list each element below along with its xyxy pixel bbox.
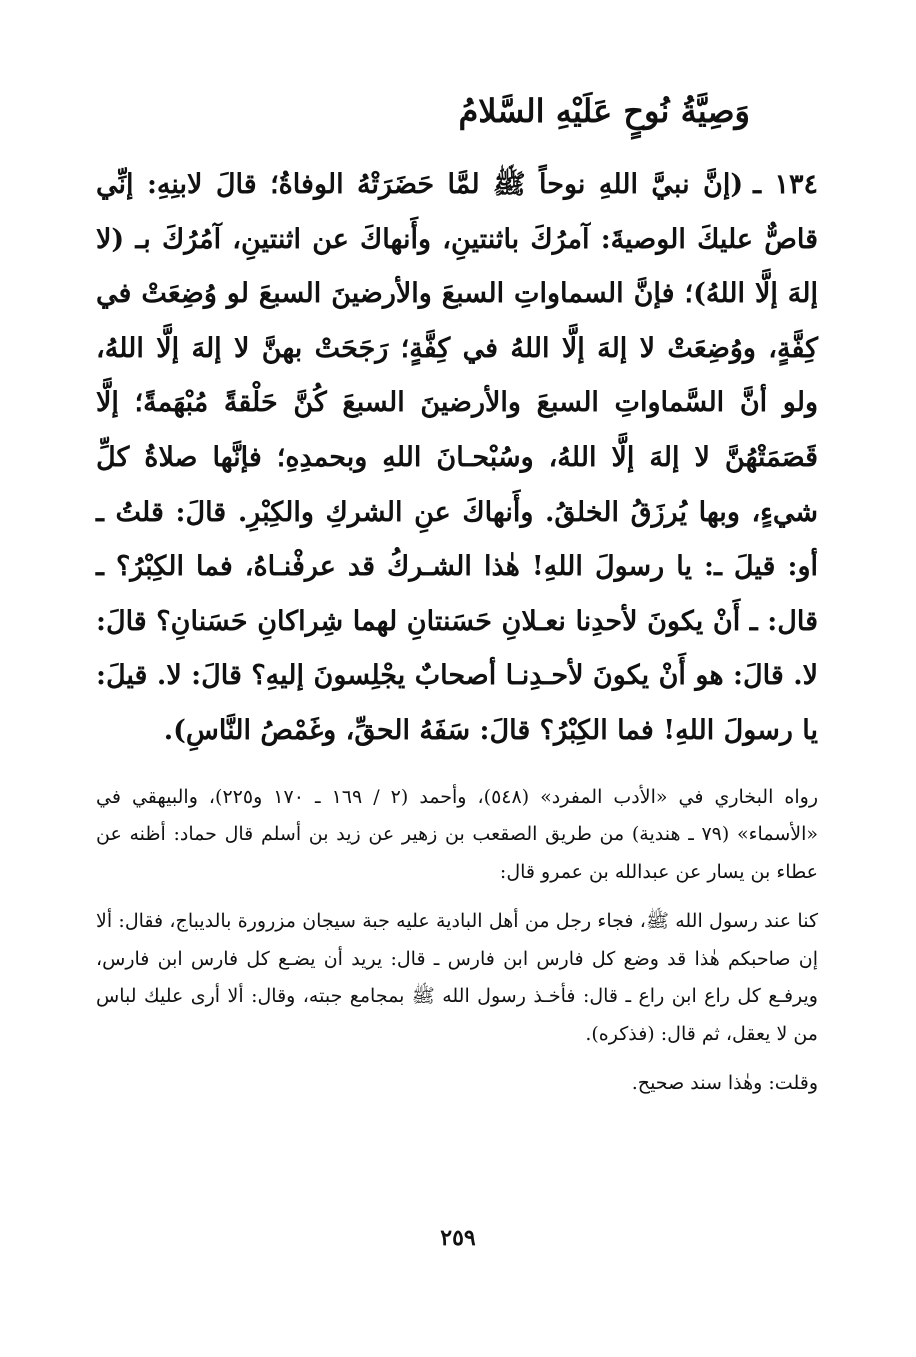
footnotes xyxy=(96,779,818,1103)
takhrij-note: رواه البخاري في «الأدب المفرد» (٥٤٨)، وأحمد (٢ / ١٦٩ ـ ١٧٠ و٢٢٥)، والبيهقي في «الأسماء» (٧٩ ـ هندية) من طريق الصقعب بن زهير عن زيد بن أسلم قال حماد: أظنه عن عطاء بن يسار عن عبدالله بن عمرو قال: xyxy=(96,785,818,883)
chapter-title: وَصِيَّةُ نُوحٍ عَلَيْهِ السَّلامُ xyxy=(458,92,750,130)
hadith-paragraph xyxy=(96,158,818,759)
page-number: ٢٥٩ xyxy=(440,1225,476,1251)
hadith-text: (إنَّ نبيَّ اللهِ نوحاً ﷺ لمَّا حَضَرَتْهُ الوفاةُ؛ قالَ لابنِهِ: إنِّي قاصٌّ عليكَ الوصيةَ: آمرُكَ باثنتينِ، وأَنهاكَ عن اثنتينِ، آمُرُكَ بـ (لا إلهَ إلَّا اللهُ)؛ فإنَّ السماواتِ السبعَ والأرضينَ السبعَ لو وُضِعَتْ في كِفَّةٍ، ووُضِعَتْ لا إلهَ إلَّا اللهُ في كِفَّةٍ؛ رَجَحَتْ بهنَّ لا إلهَ إلَّا اللهُ، ولو أنَّ السَّماواتِ السبعَ والأرضينَ السبعَ كُنَّ حَلْقةً مُبْهَمةً؛ إلَّا قَصَمَتْهُنَّ لا إلهَ إلَّا اللهُ، وسُبْحـانَ اللهِ وبحمدِهِ؛ فإنَّها صلاةُ كلِّ شيءٍ، وبها يُرزَقُ الخلقُ. وأَنهاكَ عنِ الشركِ والكِبْرِ. قالَ: قلتُ ـ أو: قيلَ ـ: يا رسولَ اللهِ! هٰذا الشـركُ قد عرفْنـاهُ، فما الكِبْرُ؟ ـ قال: ـ أَنْ يكونَ لأحدِنا نعـلانِ حَسَنتانِ لهما شِراكانِ حَسَنانِ؟ قالَ: لا. قالَ: هو أَنْ يكونَ لأحـدِنـا أصحابٌ يجْلِسونَ إليهِ؟ قالَ: لا. قيلَ: يا رسولَ اللهِ! فما الكِبْرُ؟ قالَ: سَفَهُ الحقِّ، وغَمْصُ النَّاسِ). xyxy=(96,169,818,746)
book-page xyxy=(96,70,818,1103)
authentication-note: وقلت: وهٰذا سند صحيح. xyxy=(631,1072,818,1095)
narration-note: كنا عند رسول الله ﷺ، فجاء رجل من أهل البادية عليه جبة سيجان مزرورة بالديباج، فقال: ألا إن صاحبكم هٰذا قد وضع كل فارس ابن فارس ـ قال: يريد أن يضـع كل فارس ابن فارس، ويرفـع كل راع ابن راع ـ قال: فأخـذ رسول الله ﷺ بمجامع جبته، وقال: ألا أرى عليك لباس من لا يعقل، ثم قال: (فذكره). xyxy=(96,910,818,1045)
hadith-number: ١٣٤ ـ xyxy=(753,169,819,200)
